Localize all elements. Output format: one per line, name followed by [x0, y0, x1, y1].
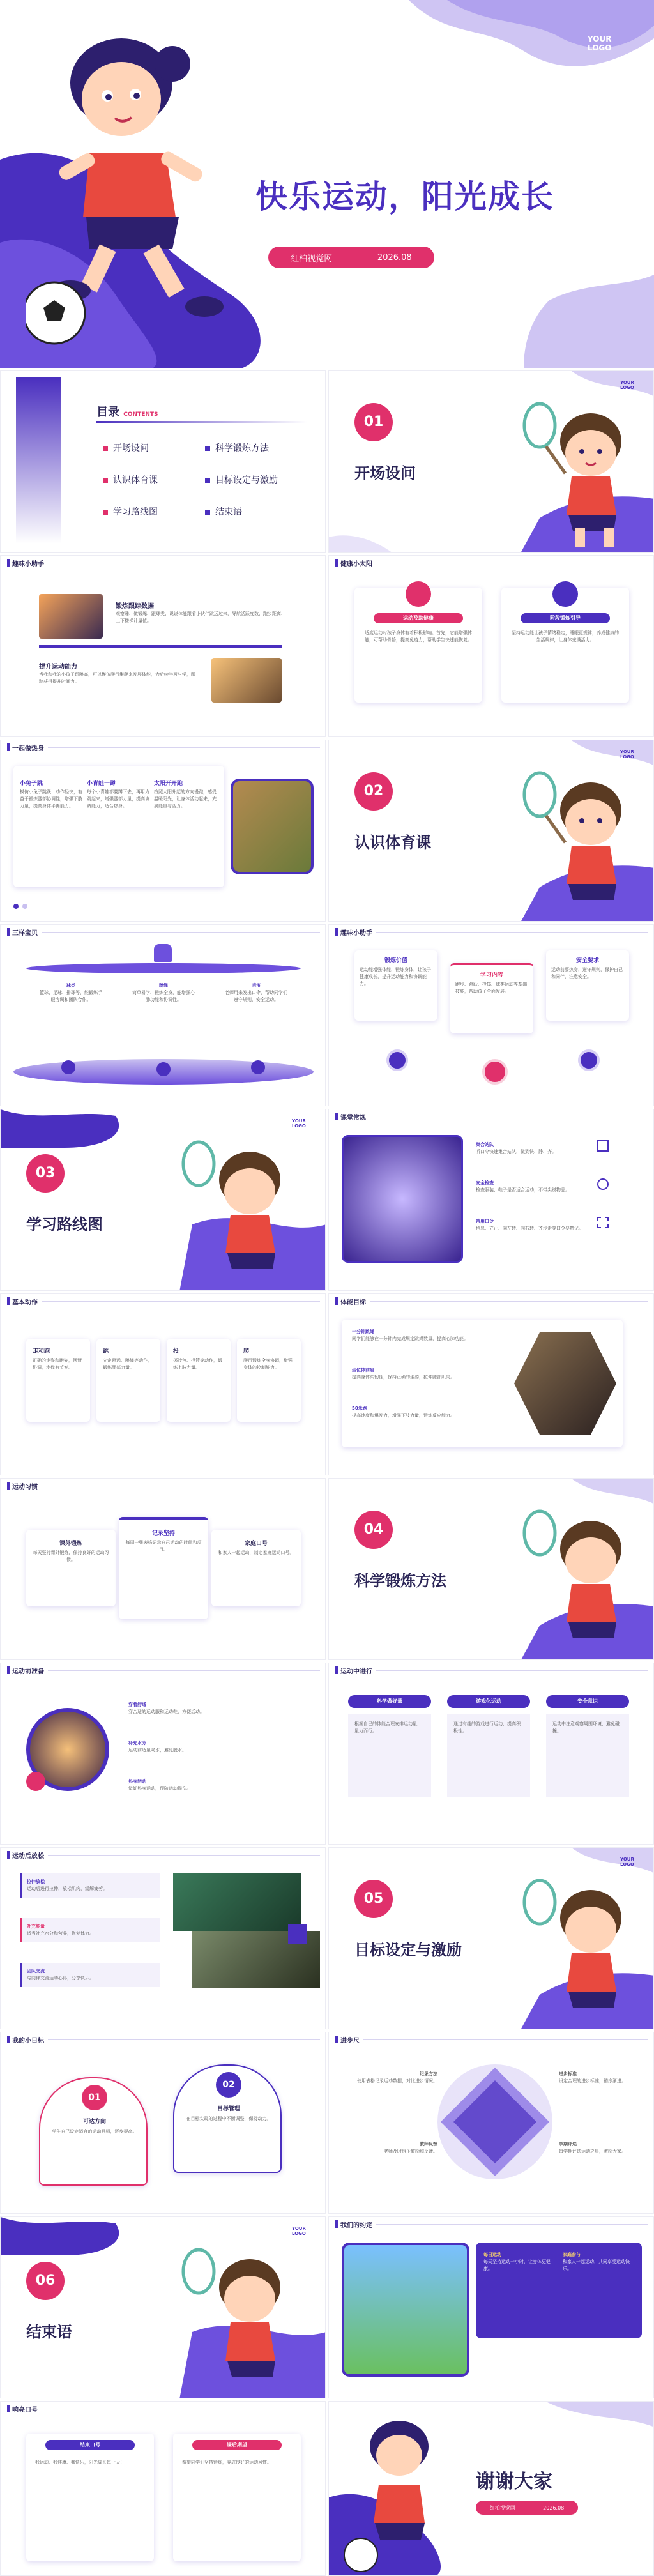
- action-card: 爬 爬行锻炼全身协调，增强身体的控制能力。: [237, 1339, 301, 1422]
- section-slide-06: [0, 2216, 326, 2398]
- during-text: 根据自己的体能合理安排运动量，量力而行。: [348, 1714, 431, 1797]
- card-title: 安全要求: [575, 957, 599, 964]
- goal-card: [342, 1320, 623, 1447]
- action-card: 走和跑 正确的走姿和跑姿，摆臂协调，步伐有节奏。: [26, 1339, 90, 1422]
- check-icon: [597, 1178, 609, 1190]
- logo-top-text: YOUR: [588, 34, 612, 43]
- habits-slide: [0, 1478, 326, 1660]
- page-dot[interactable]: [22, 904, 27, 909]
- slide-logo: YOUR LOGO: [620, 1857, 634, 1867]
- health-sun-slide: [328, 555, 654, 737]
- step-item: 进步标准 设定合理的进步标准，循序渐进。: [559, 2071, 626, 2084]
- skill-item: 补充能量 适当补充水分和营养，恢复体力。: [20, 1918, 160, 1942]
- toc-item[interactable]: 认识体育课: [103, 473, 158, 486]
- during-text: 通过有趣的游戏进行运动，提高积极性。: [447, 1714, 530, 1797]
- racket-girl-illustration: [514, 1504, 642, 1658]
- toc-gradient-bar: [16, 377, 61, 544]
- slogan-text: 希望同学们坚持锻炼，养成良好的运动习惯。: [182, 2460, 271, 2465]
- slide-header: 我的小目标: [1, 2032, 325, 2046]
- block-title: 锻炼跟踪数据: [116, 603, 154, 610]
- racket-girl-illustration: [173, 1135, 301, 1288]
- goal-item: 50米跑 提高速度和爆发力，增强下肢力量，锻炼反应能力。: [352, 1406, 455, 1418]
- slide-header: 进步尺: [329, 2032, 653, 2046]
- section-number: 03: [26, 1154, 65, 1193]
- progress-polygon-diagram: [431, 2058, 559, 2186]
- toc-subtitle: CONTENTS: [123, 411, 158, 418]
- run-icon: [26, 1772, 45, 1791]
- goal-item: 坐位体前屈 提高身体柔韧性，保持正确的坐姿，拉伸腿部肌肉。: [352, 1368, 455, 1380]
- slide-logo: YOUR LOGO: [292, 2226, 306, 2236]
- info-card: [450, 963, 533, 1033]
- card-text: 运动前要热身，遵守规则，保护自己和同伴，注意安全。: [551, 967, 623, 979]
- step-item: 记录方法 使用表格记录运动数据，对比进步情况。: [357, 2071, 437, 2084]
- slide-header: 一起做热身: [1, 740, 325, 754]
- grid-icon: [597, 1217, 609, 1228]
- skill-item: 团队交流 与同伴交流运动心得，分享快乐。: [20, 1963, 160, 1987]
- col-text: 模仿小兔子跳跃、动作轻快，有益于锻炼腿部协调性，增强下肢力量，提高身体平衡能力。: [20, 789, 82, 809]
- tool-item: 跳绳 简单易学、锻炼全身，能增强心肺功能和协调性。: [132, 983, 195, 1002]
- actions-slide: [0, 1293, 326, 1475]
- class-rules-slide: [328, 1109, 654, 1291]
- cover-date: 2026.08: [377, 252, 412, 263]
- skill-item: 拉伸放松 运动后进行拉伸，放松肌肉，缓解疲劳。: [20, 1873, 160, 1898]
- slogan-title: 结束口号: [45, 2440, 135, 2450]
- thanks-title: 谢谢大家: [476, 2471, 552, 2493]
- tool-item: 球类 篮球、足球、排球等，能锻炼手眼协调和团队合作。: [40, 983, 102, 1002]
- prep-slide: [0, 1663, 326, 1845]
- info-card: [354, 950, 437, 1021]
- toc-item[interactable]: 学习路线图: [103, 505, 158, 518]
- slide-header: 健康小太阳: [329, 556, 653, 570]
- racket-girl-illustration: [173, 2243, 301, 2396]
- top-disc: [26, 963, 301, 973]
- prep-item: 补充水分 运动前适量喝水，避免脱水。: [128, 1741, 186, 1753]
- my-goal-slide: [0, 2032, 326, 2214]
- rule-item: 安全检查 检查服装、鞋子是否适合运动，不带尖锐物品。: [476, 1180, 570, 1193]
- slide-header: 体能目标: [329, 1294, 653, 1308]
- slide-header: 运动后放松: [1, 1848, 325, 1862]
- section-title: 目标设定与激励: [354, 1941, 462, 1959]
- action-card: 投 掷沙包、投篮等动作，锻炼上肢力量。: [167, 1339, 231, 1422]
- progress-ruler-slide: [328, 2032, 654, 2214]
- goal-card: [39, 2077, 148, 2186]
- slide-header: 趣味小助手: [1, 556, 325, 570]
- pin-icon: [578, 1049, 600, 1071]
- info-card: [546, 950, 629, 1021]
- block-text: 当我和我的小孩子玩跳高，可以模仿爬行攀爬来发展体能，为后续学习与学，跟踪获得提升时间力。: [39, 672, 195, 684]
- section-slide-05: [328, 1847, 654, 2029]
- section-title: 结束语: [26, 2323, 72, 2341]
- pin-icon: [482, 1059, 508, 1085]
- soccer-girl-illustration: [26, 26, 230, 351]
- during-text: 运动中注意观察周围环境，避免碰撞。: [546, 1714, 629, 1797]
- promise-item: 每日运动 每天坚持运动一小时，让身体更健康。: [483, 2252, 551, 2271]
- goal-item: 一分钟跳绳 同学们能够在一分钟内完成规定跳绳数量，提高心肺功能。: [352, 1329, 468, 1341]
- rabbit-photo: [231, 779, 314, 874]
- section-number: 04: [354, 1511, 393, 1549]
- skill-slide: [0, 1847, 326, 2029]
- slide-header: 课堂常规: [329, 1109, 653, 1124]
- during-tab[interactable]: 安全意识: [546, 1695, 629, 1708]
- card-title: 锻炼价值: [384, 957, 407, 964]
- section-title: 科学锻炼方法: [354, 1572, 446, 1590]
- slide-header: 我们的约定: [329, 2217, 653, 2231]
- tool-item: 哨笛 老师用来发出口令，帮助同学们遵守规则，安全运动。: [225, 983, 287, 1002]
- card-text: 跑步、跳跃、投掷、球类运动等基础技能，帮助孩子全面发展。: [455, 982, 527, 994]
- promise-item: 家庭参与 和家人一起运动，共同享受运动快乐。: [563, 2252, 630, 2271]
- slide-header: 运动前准备: [1, 1663, 325, 1677]
- racket-girl-illustration: [514, 766, 642, 919]
- fitness-goals-slide: [328, 1293, 654, 1475]
- section-title: 学习路线图: [26, 1216, 103, 1233]
- slogan-slide: [0, 2401, 326, 2576]
- during-tab[interactable]: 游戏化运动: [447, 1695, 530, 1708]
- grid-icon: [552, 581, 578, 607]
- cover-company: 红柏视觉网: [291, 254, 333, 264]
- cover-slide: [0, 0, 654, 368]
- section-slide-03: [0, 1109, 326, 1291]
- toc-item[interactable]: 目标设定与激励: [205, 473, 278, 486]
- card-text: 运动能增强体能，锻炼身体，让孩子健康成长，提升运动能力和协调能力。: [360, 967, 431, 986]
- tool-icon: [61, 1060, 75, 1074]
- slogan-card: [26, 2434, 154, 2561]
- info-card: [501, 588, 629, 703]
- card-text: 适度运动对孩子身体有着积极影响。首先，它能增强体能，可帮助骨骼，提高免疫力，帮助学生快速能恢复。: [365, 630, 472, 643]
- section-slide-01: [328, 370, 654, 553]
- cover-logo: [588, 34, 611, 52]
- slide-header: 响亮口号: [1, 2402, 325, 2416]
- bell-icon: [154, 944, 172, 962]
- soccer-girl-illustration: [342, 2414, 457, 2574]
- tool-icon: [251, 1060, 265, 1074]
- card-text: 坚持运动能让孩子情绪稳定，睡眠更规律，养成健康的生活规律，让身体充满活力。: [512, 630, 619, 643]
- cartoon-kids-photo: [342, 2243, 469, 2377]
- accent-square: [288, 1924, 307, 1944]
- toc-item[interactable]: 科学锻炼方法: [205, 441, 269, 454]
- section-number: 05: [354, 1880, 393, 1918]
- slide-header: 运动习惯: [1, 1479, 325, 1493]
- toc-title: 目录 CONTENTS: [96, 406, 158, 419]
- prep-item: 热身活动 做好热身运动，预防运动损伤。: [128, 1779, 191, 1791]
- goal-text: 在目标实现的过程中不断调整，保持动力。: [186, 2116, 271, 2121]
- thanks-company: 红柏视觉网: [489, 2504, 515, 2511]
- habit-card: 家庭口号 和家人一起运动，制定家庭运动口号。: [211, 1530, 301, 1606]
- thanks-slide: [328, 2401, 654, 2576]
- info-card: [354, 588, 482, 703]
- rule-item: 集合站队 听口令快速集合站队，做到快、静、齐。: [476, 1142, 556, 1154]
- goal-text: 学生自己设定适合的运动目标，逐步提高。: [52, 2129, 137, 2134]
- logo-bottom-text: LOGO: [588, 43, 612, 52]
- warmup-slide: [0, 740, 326, 922]
- document-icon: [597, 1140, 609, 1152]
- habit-card: 课外锻炼 每天坚持课外锻炼，保持良好的运动习惯。: [26, 1530, 116, 1606]
- section-slide-04: [328, 1478, 654, 1660]
- col-text: 每个小青蛙都要蹲下去，再用力跳起来，增强腿部力量，提高协调能力，适合热身。: [87, 789, 149, 809]
- slogan-title: 课后期望: [192, 2440, 282, 2450]
- col-title: 小青蛙一蹲: [87, 781, 116, 787]
- hands-photo: [342, 1135, 463, 1263]
- thanks-badge: [476, 2501, 578, 2515]
- divider-bar: [39, 645, 282, 648]
- section-number: 01: [354, 403, 393, 441]
- rule-item: 常用口令 稍息、立正、向左转、向右转、齐步走等口令要熟记。: [476, 1219, 583, 1231]
- tools-slide: [0, 924, 326, 1106]
- toc-divider: [96, 421, 307, 423]
- section-number: 02: [354, 772, 393, 811]
- block-text: 观察睡、做锻炼、跟球类、说说体能跟着小伙伴跳远过来，导航活跃度数、跑步距离、上下楼梯计量值。: [116, 611, 285, 623]
- col-title: 太阳开开跑: [154, 781, 183, 787]
- pin-icon: [386, 1049, 408, 1071]
- action-card: 跳 立定跳远、跳绳等动作，锻炼腿部力量。: [96, 1339, 160, 1422]
- slide-header: 基本动作: [1, 1294, 325, 1308]
- section-number: 06: [26, 2262, 65, 2300]
- gym-photo: [514, 1332, 616, 1435]
- during-tab[interactable]: 科学做好量: [348, 1695, 431, 1708]
- block-title: 提升运动能力: [39, 664, 77, 671]
- assistant-slide: [0, 555, 326, 737]
- racket-girl-illustration: [514, 397, 642, 550]
- cover-badge: [268, 247, 434, 268]
- toc-item[interactable]: 结束语: [205, 505, 242, 518]
- slogan-card: [173, 2434, 301, 2561]
- thanks-date: 2026.08: [543, 2504, 565, 2511]
- prep-item: 穿着舒适 穿合适的运动服和运动鞋，方便活动。: [128, 1702, 204, 1714]
- slide-header: 三样宝贝: [1, 925, 325, 939]
- during-slide: [328, 1663, 654, 1845]
- slide-logo: YOUR LOGO: [620, 749, 634, 759]
- col-text: 按照太阳升起的方向慢跑，感受温暖阳光，让身体活动起来，充满能量与活力。: [154, 789, 217, 809]
- goal-title: 可达方向: [82, 2119, 106, 2125]
- slide-header: 趣味小助手: [329, 925, 653, 939]
- slide-logo: YOUR LOGO: [620, 380, 634, 390]
- slide-logo: YOUR LOGO: [292, 1118, 306, 1129]
- promise-panel: [476, 2243, 642, 2338]
- card-title: 运动及助健康: [374, 613, 463, 623]
- toc-item[interactable]: 开场设问: [103, 441, 149, 454]
- card-title: 阶段锻炼引导: [521, 613, 610, 623]
- warmup-card: [13, 766, 224, 887]
- cover-title: 快乐运动，阳光成长: [255, 178, 554, 215]
- toc-slide: [0, 370, 326, 553]
- helper-slide: [328, 924, 654, 1106]
- col-title: 小兔子跳: [20, 781, 43, 787]
- page-dot[interactable]: [13, 904, 19, 909]
- goal-card: [173, 2064, 282, 2173]
- step-item: 教师反馈 老师及时给予鼓励和反馈。: [384, 2142, 437, 2154]
- section-slide-02: [328, 740, 654, 922]
- slogan-text: 我运动、我健康、我快乐，阳光成长每一天！: [35, 2460, 125, 2465]
- goal-number: 02: [216, 2072, 241, 2098]
- habit-card: 记录坚持 每周一张表格记录自己运动的时间和项目。: [119, 1517, 208, 1619]
- section-title: 开场设问: [354, 464, 416, 482]
- tool-icon: [156, 1062, 171, 1076]
- pie-icon: [406, 581, 431, 607]
- section-title: 认识体育课: [354, 834, 431, 851]
- slide-header: 运动中进行: [329, 1663, 653, 1677]
- tennis-photo: [173, 1873, 301, 1931]
- goal-number: 01: [82, 2085, 107, 2110]
- racket-girl-illustration: [514, 1873, 642, 2027]
- goal-title: 目标管理: [217, 2106, 240, 2112]
- step-item: 学期评选 每学期评选运动之星，激励大家。: [559, 2142, 626, 2154]
- card-title: 学习内容: [480, 972, 503, 979]
- runner-photo: [39, 594, 103, 639]
- promise-slide: [328, 2216, 654, 2398]
- family-photo: [211, 658, 282, 703]
